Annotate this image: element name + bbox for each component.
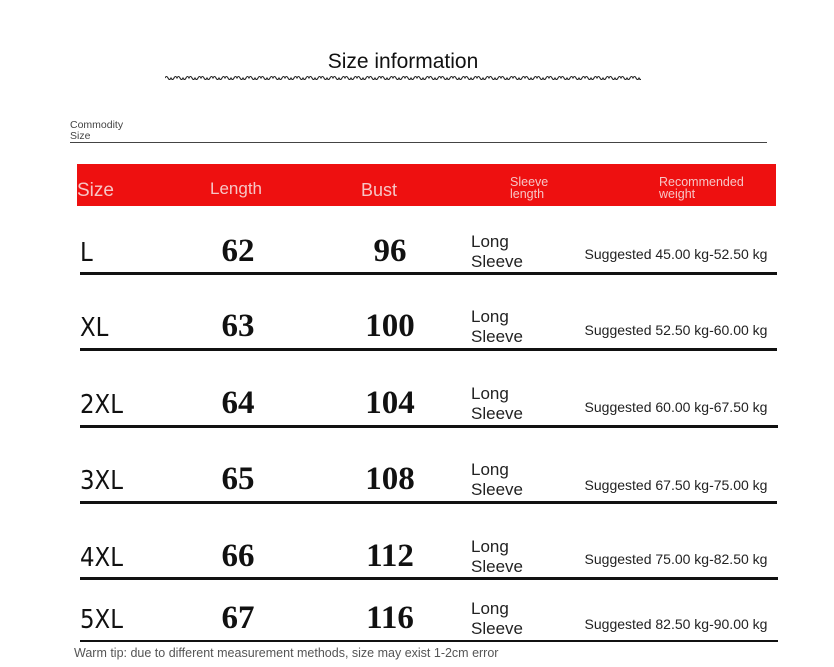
cell-weight: Suggested 60.00 kg-67.50 kg	[584, 399, 768, 415]
header-sleeve-length: Sleeve length	[510, 175, 549, 201]
title-wavy-underline	[165, 73, 641, 83]
cell-size: 5XL	[80, 605, 123, 635]
cell-sleeve: Long Sleeve	[471, 232, 523, 271]
commodity-size-label: Commodity Size	[70, 119, 124, 142]
cell-bust: 96	[373, 233, 407, 269]
cell-sleeve: Long Sleeve	[471, 460, 523, 499]
cell-bust: 116	[366, 600, 414, 636]
cell-size: XL	[80, 313, 109, 343]
cell-length: 63	[221, 308, 255, 344]
cell-length: 64	[221, 385, 255, 421]
cell-bust: 112	[366, 538, 414, 574]
row-rule	[80, 501, 777, 504]
cell-weight: Suggested 52.50 kg-60.00 kg	[584, 322, 768, 338]
row-rule	[80, 272, 777, 275]
header-size: Size	[77, 180, 114, 201]
header-length: Length	[210, 179, 262, 198]
table-row	[0, 370, 834, 430]
commodity-rule	[70, 142, 767, 143]
cell-weight: Suggested 45.00 kg-52.50 kg	[584, 246, 768, 262]
row-rule	[80, 425, 778, 428]
table-row	[0, 218, 834, 278]
row-rule	[80, 640, 778, 642]
cell-sleeve: Long Sleeve	[471, 384, 523, 423]
table-row	[0, 446, 834, 506]
cell-size: L	[80, 238, 93, 268]
table-row	[0, 523, 834, 583]
cell-sleeve: Long Sleeve	[471, 307, 523, 346]
cell-weight: Suggested 75.00 kg-82.50 kg	[584, 551, 768, 567]
cell-length: 62	[221, 233, 255, 269]
warm-tip-note: Warm tip: due to different measurement methods, size may exist 1-2cm error	[74, 646, 499, 660]
cell-bust: 108	[365, 461, 415, 497]
table-row	[0, 585, 834, 645]
cell-sleeve: Long Sleeve	[471, 537, 523, 576]
cell-bust: 100	[365, 308, 415, 344]
row-rule	[80, 577, 778, 580]
page-title: Size information	[327, 50, 479, 73]
cell-size: 3XL	[80, 466, 123, 496]
cell-weight: Suggested 67.50 kg-75.00 kg	[584, 477, 768, 493]
cell-length: 66	[221, 538, 255, 574]
cell-size: 2XL	[80, 390, 123, 420]
header-bust: Bust	[361, 180, 398, 200]
table-header	[77, 164, 776, 206]
cell-weight: Suggested 82.50 kg-90.00 kg	[584, 616, 768, 632]
cell-sleeve: Long Sleeve	[471, 599, 523, 638]
cell-length: 67	[221, 600, 255, 636]
cell-bust: 104	[365, 385, 415, 421]
header-recommended-weight: Recommended weight	[659, 175, 744, 201]
table-row	[0, 293, 834, 353]
cell-length: 65	[221, 461, 255, 497]
cell-size: 4XL	[80, 543, 123, 573]
row-rule	[80, 348, 777, 351]
